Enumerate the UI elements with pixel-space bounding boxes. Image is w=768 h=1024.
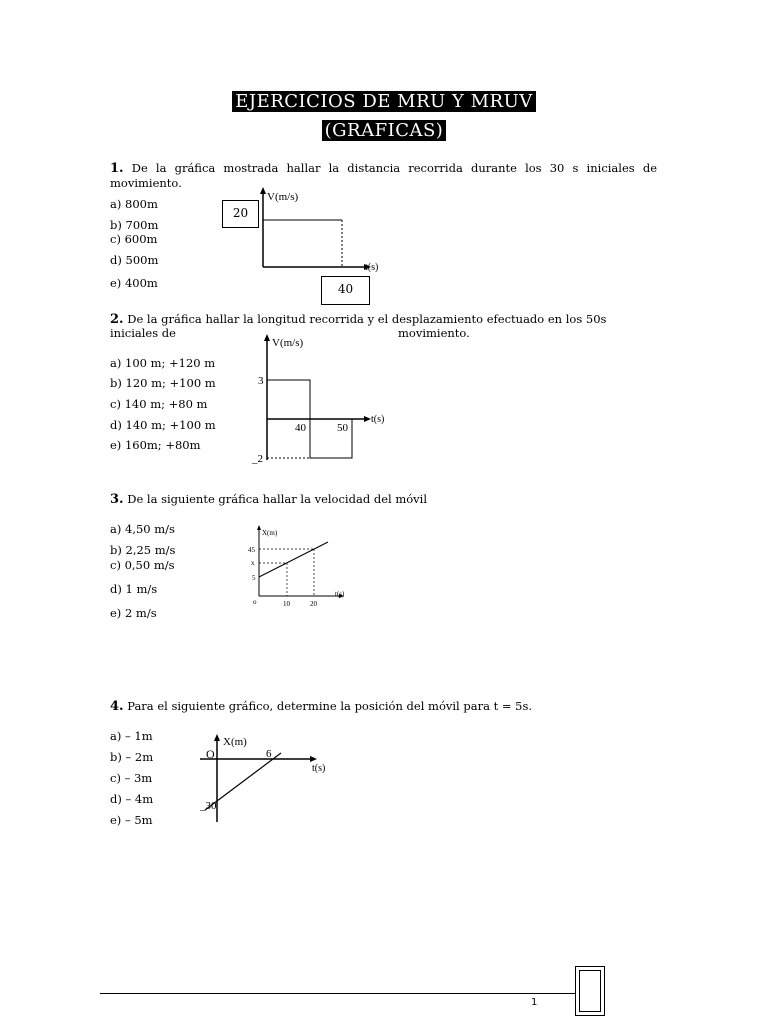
q1-y-arrow [260,187,266,194]
page-number: 1 [531,997,538,1008]
q2-statement-cont-1: iniciales de [110,326,176,340]
title-line-1: EJERCICIOS DE MRU Y MRUV [232,91,536,112]
q4-y-label: X(m) [223,736,247,748]
q4-x-arrow [310,756,317,762]
q3-x-label: t(s) [335,590,345,598]
q4-option-e: e) – 5m [110,813,153,827]
q3-statement: 3. De la siguiente gráfica hallar la velocidad del móvil [110,492,428,507]
q2-option-b: b) 120 m; +100 m [110,376,216,390]
q3-y45-label: 45 [248,546,255,554]
q2-option-c: c) 140 m; +80 m [110,397,208,411]
page-title [0,90,768,114]
q1-y-label: V(m/s) [267,191,299,203]
q2-statement-cont-2: movimiento. [398,326,470,340]
q2-option-e: e) 160m; +80m [110,438,201,452]
q3-y-arrow [257,525,261,530]
q1-velocity-box: 20 [222,200,259,228]
q4-y-neg-label: _30 [200,800,217,812]
q3-y5-label: 5 [252,574,256,582]
footer-page-box-inner [579,970,601,1012]
q1-graph [240,185,400,280]
footer-rule [100,993,575,994]
q3-origin-label: o [253,598,257,606]
q4-option-a: a) – 1m [110,729,153,743]
q4-statement: 4. Para el siguiente gráfico, determine la posición del móvil para t = 5s. [110,699,533,714]
q4-option-c: c) – 3m [110,771,153,785]
q1-option-a: a) 800m [110,197,158,211]
q3-yx-label: x [251,559,255,567]
q1-option-b: b) 700m [110,218,159,232]
page-subtitle [0,119,768,143]
q4-option-b: b) – 2m [110,750,154,764]
q1-option-c: c) 600m [110,232,158,246]
q2-x-label: t(s) [371,414,385,425]
q2-graph [245,332,395,472]
q2-y-label: V(m/s) [272,337,304,349]
q3-option-e: e) 2 m/s [110,606,157,620]
title-line-2: (GRAFICAS) [322,120,447,141]
footer-page-box [575,966,605,1016]
q1-statement: 1. De la gráfica mostrada hallar la distancia recorrida durante los 30 s iniciales de [110,161,657,176]
q4-graph [195,730,335,830]
q2-statement: 2. De la gráfica hallar la longitud recorrida y el desplazamiento efectuado en los 50s [110,312,607,327]
q4-y-arrow [214,734,220,741]
q2-y-arrow [264,334,270,341]
q4-t6-label: 6 [266,748,272,760]
q2-option-d: d) 140 m; +100 m [110,418,216,432]
q1-time-box: 40 [321,276,370,305]
q3-graph [245,522,360,614]
q4-option-d: d) – 4m [110,792,154,806]
q3-t10-label: 10 [283,600,290,608]
q2-y-neg-label: _2 [252,453,263,465]
q2-positive-segment [267,380,310,419]
q2-y-pos-label: 3 [258,375,264,387]
q1-x-label: t(s) [365,262,379,273]
q2-option-a: a) 100 m; +120 m [110,356,216,370]
q1-statement-cont: movimiento. [110,176,182,190]
q3-option-b: b) 2,25 m/s [110,543,176,557]
q2-t2-label: 50 [337,422,348,434]
q3-t20-label: 20 [310,600,317,608]
q1-option-e: e) 400m [110,276,158,290]
q1-option-d: d) 500m [110,253,159,267]
q3-option-a: a) 4,50 m/s [110,522,175,536]
q4-x-label: t(s) [312,763,326,774]
q2-x-arrow [364,416,371,422]
q4-origin-label: O [206,747,215,761]
q3-option-c: c) 0,50 m/s [110,558,175,572]
q3-position-line [259,542,328,577]
q2-t1-label: 40 [295,422,306,434]
q3-option-d: d) 1 m/s [110,582,158,596]
q3-y-label: X(m) [262,529,278,537]
